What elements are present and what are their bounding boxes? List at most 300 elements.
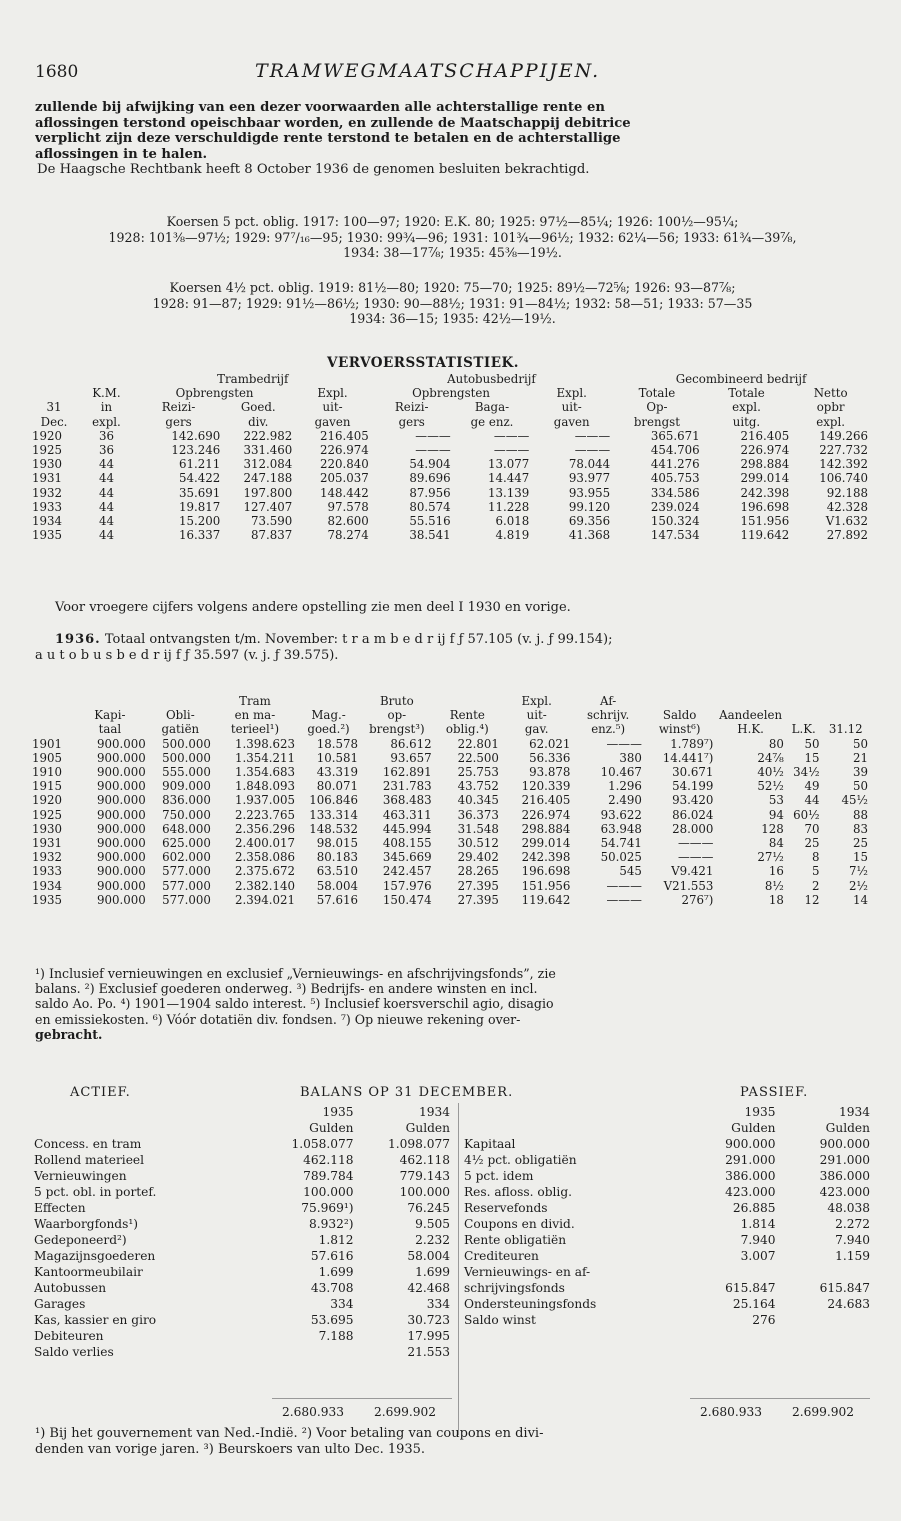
passief-body	[462, 1136, 872, 1328]
row-year: 1934	[32, 514, 63, 529]
column-header: gatiën	[161, 722, 200, 737]
balance-label: Crediteuren	[464, 1249, 539, 1263]
row-year: 1931	[32, 836, 63, 851]
balance-value-1935: 25.164	[732, 1297, 776, 1311]
table-cell: ———	[415, 443, 451, 458]
table-cell: V1.632	[825, 514, 868, 529]
koers-line: 1934: 36—15; 1935: 42½—19½.	[349, 311, 556, 326]
table-cell: 2.400.017	[234, 836, 295, 851]
column-header: winst⁶)	[658, 722, 701, 737]
table-cell: ———	[574, 443, 611, 458]
column-header: Totale	[728, 386, 765, 401]
balance-value-1935	[683, 1264, 777, 1280]
column-header: gaven	[314, 414, 351, 429]
balance-label: Kas, kassier en giro	[34, 1313, 157, 1327]
table-cell: 2½	[849, 878, 868, 893]
balance-row	[32, 1328, 452, 1344]
column-header	[30, 708, 72, 722]
table-cell: 1.354.683	[234, 765, 295, 780]
footnote-line: gebracht.	[35, 1026, 103, 1042]
table-row	[30, 528, 870, 542]
row-year: 1933	[32, 499, 63, 514]
table-row	[30, 457, 870, 471]
actief-total-1935: 2.680.933	[282, 1405, 345, 1419]
actief-table	[32, 1104, 452, 1360]
actief-total-rule	[272, 1398, 452, 1399]
table-cell: 10.467	[600, 765, 642, 780]
table-cell: 128	[761, 821, 784, 836]
table-cell: 54.422	[178, 471, 221, 486]
table-row	[30, 836, 870, 850]
balance-row	[32, 1168, 452, 1184]
table-cell: 25	[804, 836, 820, 851]
actief-title: ACTIEF.	[70, 1085, 131, 1100]
balance-value-1935: 3.007	[740, 1249, 776, 1263]
table-cell: 1.937.005	[234, 793, 295, 808]
year-header-row	[462, 1104, 872, 1120]
column-header	[715, 694, 785, 708]
table-cell: 97.578	[327, 499, 369, 514]
table-cell: 226.974	[521, 807, 571, 822]
table-cell: 900.000	[96, 850, 146, 865]
table-cell: 2.394.021	[234, 892, 295, 907]
balance-label: Rollend materieel	[34, 1153, 145, 1167]
row-year: 1934	[32, 878, 63, 893]
table-cell: 196.698	[521, 864, 571, 879]
table-cell: 52½	[757, 779, 784, 794]
row-year: 1920	[32, 428, 63, 443]
column-header: Bruto	[379, 694, 414, 708]
balance-value-1935: 100.000	[303, 1185, 354, 1199]
table-cell: ———	[677, 836, 714, 851]
table-cell: 14.447	[488, 471, 530, 486]
balance-value-1934: 462.118	[399, 1153, 450, 1167]
table-cell: ———	[493, 443, 530, 458]
table-cell: 298.884	[521, 821, 571, 836]
unit-header-row	[462, 1120, 872, 1136]
table-cell: 2.356.296	[234, 821, 295, 836]
table-cell: 86.612	[390, 736, 432, 751]
table-cell: 41.368	[568, 528, 611, 543]
table-cell: 555.000	[162, 765, 211, 780]
table-cell: 94	[768, 807, 784, 822]
balance-row	[32, 1312, 452, 1328]
table-cell: 53	[768, 793, 784, 808]
table-cell: 247.188	[243, 471, 293, 486]
balance-value-1934: 779.143	[399, 1169, 450, 1183]
balance-label: Concess. en tram	[34, 1137, 142, 1151]
table-cell: 151.956	[521, 878, 571, 893]
table-cell: 30.671	[672, 765, 714, 780]
table-cell: 44	[98, 499, 114, 514]
table-cell: 28.265	[457, 864, 499, 879]
balance-value-1934	[778, 1264, 872, 1280]
table-cell: 226.974	[740, 443, 790, 458]
balance-row	[462, 1296, 872, 1312]
koers-line: Koersen 5 pct. oblig. 1917: 100—97; 1920: E.K. 80; 1925: 97½—85¼; 1926: 100½—95¼;	[166, 214, 739, 229]
column-header: goed.²)	[307, 722, 350, 737]
table-cell: 239.024	[650, 499, 700, 514]
financial-table	[30, 694, 870, 907]
table-cell: 45½	[841, 793, 868, 808]
table-cell: 2.223.765	[234, 807, 295, 822]
year-1936-line	[55, 632, 612, 647]
column-header: Tram	[239, 694, 271, 708]
row-year: 1935	[32, 528, 63, 543]
column-header: opbr	[816, 400, 845, 415]
koers-line: Koersen 4½ pct. oblig. 1919: 81½—80; 1920: 75—70; 1925: 89½—72⅝; 1926: 93—87⅞;	[169, 280, 736, 295]
passief-total-1935: 2.680.933	[700, 1405, 763, 1419]
balance-value-1934: 2.272	[835, 1217, 870, 1231]
column-header: Kapi-	[94, 708, 126, 723]
table-cell: 900.000	[96, 793, 146, 808]
table-cell: 900.000	[96, 836, 146, 851]
balance-value-1934: 900.000	[819, 1137, 870, 1151]
table-cell: 142.690	[171, 428, 221, 443]
year-1936-text: Totaal ontvangsten t/m. November: t r a m b e d r ij f ƒ 57.105 (v. j. ƒ 99.154);	[104, 632, 613, 647]
row-year: 1925	[32, 807, 63, 822]
table-cell: 73.590	[251, 514, 293, 529]
table-cell: 50.025	[600, 850, 642, 865]
year-header: 1935	[744, 1105, 776, 1119]
table-cell: 92.188	[826, 485, 868, 500]
table-cell: 13.077	[488, 457, 530, 472]
table-cell: 227.732	[819, 443, 868, 458]
table-cell: 4.819	[495, 528, 530, 543]
balance-row	[462, 1312, 872, 1328]
table-cell: 82.600	[327, 514, 369, 529]
running-title: TRAMWEGMAATSCHAPPIJEN.	[255, 60, 601, 82]
column-header: Dec.	[40, 414, 68, 429]
table-cell: 18.578	[316, 736, 359, 751]
column-header: uit-	[322, 400, 343, 415]
table-cell: 500.000	[162, 750, 211, 765]
row-year: 1910	[32, 765, 63, 780]
column-header	[72, 694, 148, 708]
table-cell: 44	[98, 457, 114, 472]
balance-value-1934: 423.000	[819, 1185, 870, 1199]
unit-header: Gulden	[405, 1121, 450, 1135]
table-cell: 299.014	[740, 471, 790, 486]
table-cell: 35.691	[178, 485, 221, 500]
table-cell: 93.955	[568, 485, 611, 500]
table-cell: 70	[804, 821, 820, 836]
row-year: 1931	[32, 471, 63, 486]
table-cell: 12	[804, 892, 820, 907]
balance-value-1934: 17.995	[407, 1329, 450, 1343]
balance-value-1934	[778, 1312, 872, 1328]
balance-row	[32, 1344, 452, 1360]
table-cell: 55.516	[409, 514, 451, 529]
table-cell: 900.000	[96, 765, 146, 780]
passief-title: PASSIEF.	[740, 1085, 809, 1100]
table-cell: 6.018	[495, 514, 530, 529]
balance-value-1935: 291.000	[725, 1153, 776, 1167]
column-header: Baga-	[474, 400, 510, 415]
column-header: 31.12	[828, 722, 863, 737]
balance-label: Vernieuwings- en af-	[464, 1265, 591, 1279]
balance-value-1934: 100.000	[399, 1185, 450, 1199]
table-cell: 1.789⁷)	[670, 736, 714, 751]
table-cell: 577.000	[162, 878, 211, 893]
table-cell: 11.228	[488, 499, 530, 514]
column-header: terieel¹)	[230, 722, 280, 737]
passief-table	[462, 1104, 872, 1328]
balance-value-1935: 43.708	[310, 1281, 354, 1295]
balance-label: Saldo winst	[464, 1313, 536, 1327]
balance-label: Coupons en divid.	[464, 1217, 575, 1231]
koersen-4-5pct	[35, 280, 870, 327]
balance-label: Gedeponeerd²)	[34, 1233, 127, 1247]
column-header	[644, 694, 715, 708]
balance-value-1935: 462.118	[303, 1153, 354, 1167]
table-cell: 69.356	[568, 514, 611, 529]
table-cell: 93.878	[529, 765, 571, 780]
column-header: Reizi-	[161, 400, 196, 415]
row-year: 1915	[32, 779, 63, 794]
table-row	[30, 793, 870, 807]
table-cell: 454.706	[650, 443, 700, 458]
column-header: Goed.	[240, 400, 276, 415]
passief-total-rule	[690, 1398, 870, 1399]
row-year: 1930	[32, 457, 63, 472]
balance-value-1934: 1.098.077	[387, 1137, 450, 1151]
table-row	[30, 429, 870, 443]
column-header: op-	[387, 708, 407, 723]
table-cell: 312.084	[243, 457, 293, 472]
balance-value-1934: 76.245	[407, 1201, 450, 1215]
table-cell: 88	[852, 807, 868, 822]
balance-value-1934: 1.699	[415, 1265, 450, 1279]
table-cell: 151.956	[740, 514, 790, 529]
year-header: 1935	[322, 1105, 354, 1119]
table-cell: 500.000	[162, 736, 211, 751]
intro-line: aflossingen in te halen.	[35, 146, 208, 162]
table-cell: 157.976	[382, 878, 432, 893]
row-year: 1920	[32, 793, 63, 808]
table-cell: 80.183	[316, 850, 359, 865]
balance-value-1935: 57.616	[310, 1249, 354, 1263]
table-cell: 57.616	[316, 892, 359, 907]
table-cell: 15.200	[178, 514, 221, 529]
table-row	[30, 486, 870, 500]
column-header: Reizi-	[394, 400, 429, 415]
column-header: Af-	[600, 694, 617, 708]
balance-label: Ondersteuningsfonds	[464, 1297, 597, 1311]
balance-value-1935: 276	[752, 1313, 776, 1327]
balance-value-1934: 1.159	[835, 1249, 870, 1263]
column-header	[786, 708, 822, 722]
table-row	[30, 737, 870, 751]
table-cell: 50	[852, 736, 868, 751]
table-cell: 44	[98, 485, 114, 500]
unit-header: Gulden	[825, 1121, 870, 1135]
table-cell: 405.753	[650, 471, 700, 486]
table-cell: 34½	[793, 765, 820, 780]
table-cell: 93.622	[600, 807, 642, 822]
footnote-line: en emissiekosten. ⁶) Vóór dotatiën div. fondsen. ⁷) Op nieuwe rekening over-	[35, 1011, 521, 1027]
balance-row	[32, 1296, 452, 1312]
balance-value-1935: 1.814	[740, 1217, 776, 1231]
table-cell: 463.311	[382, 807, 432, 822]
table-cell: 54.741	[600, 836, 642, 851]
vervoer-title: VERVOERSSTATISTIEK.	[327, 355, 519, 371]
column-header: Expl.	[521, 694, 552, 708]
table-cell: ———	[606, 736, 642, 751]
table-header-row	[30, 415, 870, 429]
table-cell: 119.642	[740, 528, 790, 543]
table-row	[30, 893, 870, 907]
table-header-row	[30, 694, 870, 708]
table-cell: 120.339	[521, 779, 571, 794]
table-cell: 5	[812, 864, 820, 879]
table-cell: 216.405	[521, 793, 571, 808]
table-cell: 900.000	[96, 750, 146, 765]
balance-value-1935: 75.969¹)	[301, 1201, 354, 1215]
table-cell: 36	[98, 428, 114, 443]
balance-label: Saldo verlies	[34, 1345, 114, 1359]
table-cell: 2.382.140	[234, 878, 295, 893]
table-cell: 150.474	[382, 892, 432, 907]
table-cell: 231.783	[382, 779, 432, 794]
table-cell: 2.375.672	[234, 864, 295, 879]
table-header-row	[30, 722, 870, 736]
table-cell: 298.884	[740, 457, 790, 472]
column-header: uit-	[561, 400, 582, 415]
column-header: gav.	[524, 722, 549, 737]
table-cell: 900.000	[96, 864, 146, 879]
table-cell: 205.037	[319, 471, 369, 486]
balance-label: Res. afloss. oblig.	[464, 1185, 572, 1199]
table-cell: 900.000	[96, 807, 146, 822]
table-cell: 836.000	[162, 793, 211, 808]
balance-label: Reservefonds	[464, 1201, 548, 1215]
table-cell: 93.657	[390, 750, 432, 765]
table-cell: 408.155	[382, 836, 432, 851]
balance-value-1934: 334	[426, 1297, 450, 1311]
intro-line: aflossingen terstond opeischbaar worden, en zullende de Maatschappij debitrice	[35, 115, 631, 131]
year-header: 1934	[418, 1105, 450, 1119]
table-row	[30, 443, 870, 457]
balance-label: Magazijnsgoederen	[34, 1249, 156, 1263]
table-cell: 84	[768, 836, 784, 851]
table-cell: V21.553	[663, 878, 714, 893]
table-row	[30, 751, 870, 765]
table-cell: 14	[852, 892, 868, 907]
table-cell: 38.541	[409, 528, 451, 543]
table-cell: 150.324	[650, 514, 700, 529]
table-cell: 78.274	[327, 528, 369, 543]
table-cell: 42.328	[826, 499, 868, 514]
table-cell: 7½	[849, 864, 868, 879]
table-cell: 25.753	[457, 765, 499, 780]
column-header	[822, 694, 870, 708]
table-cell: ———	[493, 428, 530, 443]
column-header: expl.	[92, 414, 121, 429]
table-cell: 900.000	[96, 892, 146, 907]
year-1936-line2: a u t o b u s b e d r ij f ƒ 35.597 (v. j. ƒ 39.575).	[35, 648, 339, 663]
column-header: uitg.	[732, 414, 761, 429]
row-year: 1932	[32, 485, 63, 500]
balans-note-line: ¹) Bij het gouvernement van Ned.-Indië. ²) Voor betaling van coupons en divi-	[35, 1426, 544, 1441]
table-cell: 27.892	[826, 528, 868, 543]
table-cell: 222.982	[243, 428, 293, 443]
table-cell: 49	[804, 779, 820, 794]
group-header: Gecombineerd bedrijf	[675, 372, 807, 386]
table-header-row	[30, 708, 870, 722]
table-cell: 63.948	[600, 821, 642, 836]
balance-value-1934: 24.683	[827, 1297, 870, 1311]
table-cell: 2	[812, 878, 820, 893]
table-header-row	[30, 386, 870, 400]
table-cell: 242.398	[740, 485, 790, 500]
balance-row	[32, 1152, 452, 1168]
table-cell: ———	[677, 850, 714, 865]
table-cell: 44	[804, 793, 820, 808]
table-cell: 44	[98, 528, 114, 543]
row-year: 1930	[32, 821, 63, 836]
table-cell: 56.336	[529, 750, 571, 765]
column-header: enz.⁵)	[591, 722, 626, 737]
footnote-line: saldo Ao. Po. ⁴) 1901—1904 saldo interest. ⁵) Inclusief koersverschil agio, disagio	[35, 996, 554, 1012]
column-header: Rente	[449, 708, 485, 723]
row-year: 1905	[32, 750, 63, 765]
table-cell: 29.402	[457, 850, 499, 865]
balance-label: Rente obligatiën	[464, 1233, 567, 1247]
balance-row	[462, 1136, 872, 1152]
balance-label: Kantoormeubilair	[34, 1265, 143, 1279]
table-cell: 58.004	[316, 878, 359, 893]
table-cell: 216.405	[740, 428, 790, 443]
table-cell: 162.891	[382, 765, 432, 780]
balans-divider	[458, 1103, 459, 1435]
table-cell: 545	[619, 864, 642, 879]
vervoer-body	[30, 429, 870, 543]
column-header: gers	[165, 414, 192, 429]
actief-total-1934: 2.699.902	[374, 1405, 437, 1419]
table-header-row	[30, 400, 870, 414]
table-cell: 60½	[793, 807, 820, 822]
table-cell: 226.974	[319, 443, 369, 458]
table-cell: 30.512	[457, 836, 499, 851]
table-cell: 334.586	[650, 485, 700, 500]
column-header: L.K.	[791, 722, 816, 737]
table-cell: 61.211	[178, 457, 221, 472]
koers-line: 1928: 91—87; 1929: 91½—86½; 1930: 90—88½; 1931: 91—84½; 1932: 58—51; 1933: 57—35	[152, 295, 753, 311]
table-row	[30, 471, 870, 485]
column-header: Netto	[813, 386, 848, 401]
column-header: ge enz.	[470, 414, 514, 429]
table-cell: 909.000	[162, 779, 211, 794]
table-cell: 99.120	[568, 499, 611, 514]
intro-paragraph	[35, 100, 870, 178]
column-header	[297, 694, 360, 708]
balance-row	[32, 1264, 452, 1280]
balance-label: 4½ pct. obligatiën	[464, 1153, 577, 1167]
table-cell: 44	[98, 471, 114, 486]
table-cell: 78.044	[568, 457, 611, 472]
balance-value-1935: 1.699	[318, 1265, 354, 1279]
table-cell: 149.266	[819, 428, 868, 443]
column-header: gaven	[553, 414, 590, 429]
koers-line: 1934: 38—17⅞; 1935: 45⅜—19½.	[343, 245, 562, 260]
table-cell: 43.319	[316, 765, 359, 780]
table-cell: 54.904	[409, 457, 451, 472]
table-cell: 25	[852, 836, 868, 851]
table-row	[30, 765, 870, 779]
table-cell: 1.354.211	[234, 750, 295, 765]
balance-value-1934: 48.038	[827, 1201, 870, 1215]
